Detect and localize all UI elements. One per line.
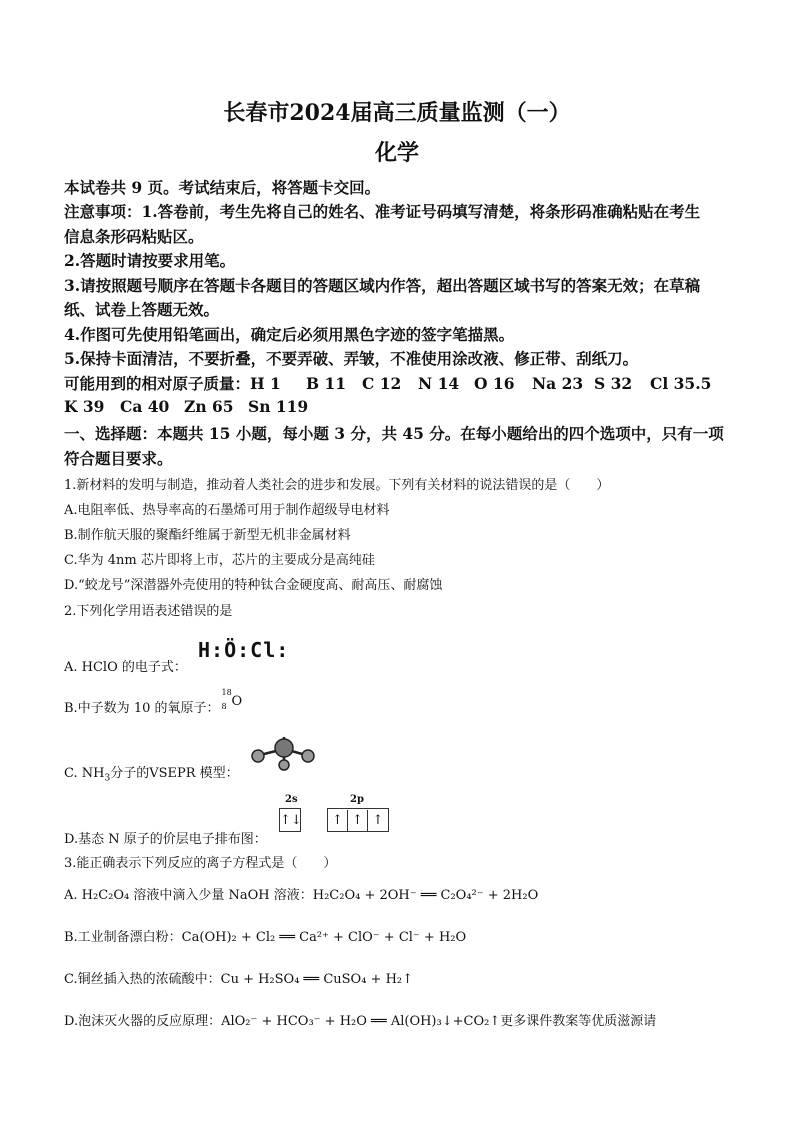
question-3-option-a: A. H₂C₂O₄ 溶液中滴入少量 NaOH 溶液：H₂C₂O₄ + 2OH⁻ ══ C₂O₄²⁻ + 2H₂O <box>64 888 539 903</box>
option-b-label: B.中子数为 10 的氧原子： <box>64 701 220 716</box>
instruction-line: 5.保持卡面清洁，不要折叠，不要弄破、弄皱，不准使用涂改液、修正带、刮纸刀。 <box>64 349 639 368</box>
atomic-mass-item: C 12 <box>362 374 402 393</box>
atomic-mass-row-1 <box>64 372 711 394</box>
nh3-vsepr-model <box>244 733 322 773</box>
orbital-2p-cell: ↑ <box>328 810 348 832</box>
question-3-option-d: D.泡沫灭火器的反应原理：AlO₂⁻ + HCO₃⁻ + H₂O ══ Al(OH)₃↓+CO₂↑更多课件教案等优质滋源请 <box>64 1014 657 1029</box>
question-3-option-c: C.铜丝插入热的浓硫酸中：Cu + H₂SO₄ ══ CuSO₄ + H₂↑ <box>64 972 414 987</box>
atomic-mass-item: Sn 119 <box>248 397 309 416</box>
instruction-line: 注意事项：1.答卷前，考生先将自己的姓名、准考证号码填写清楚，将条形码准确粘贴在考生 <box>64 202 701 221</box>
atomic-mass-item: B 11 <box>306 374 347 393</box>
question-3-stem: 3.能正确表示下列反应的离子方程式是（ ） <box>64 856 337 871</box>
exam-subject: 化学 <box>374 140 419 166</box>
question-2-stem: 2.下列化学用语表述错误的是 <box>64 604 233 619</box>
question-1-stem: 1.新材料的发明与制造，推动着人类社会的进步和发展。下列有关材料的说法错误的是（ ） <box>64 478 610 493</box>
orbital-2p-cell: ↑ <box>348 810 368 832</box>
section-heading: 符合题目要求。 <box>64 449 173 468</box>
orbital-2s-label: 2s <box>285 794 298 805</box>
question-3-option-b: B.工业制备漂白粉：Ca(OH)₂ + Cl₂ ══ Ca²⁺ + ClO⁻ + Cl⁻ + H₂O <box>64 930 467 945</box>
orbital-2s-box <box>279 808 301 832</box>
atomic-mass-item: Na 23 <box>532 374 584 393</box>
instruction-line: 本试卷共 9 页。考试结束后，将答题卡交回。 <box>64 178 381 197</box>
instruction-line: 纸、试卷上答题无效。 <box>64 300 220 319</box>
instruction-line: 2.答题时请按要求用笔。 <box>64 251 236 270</box>
instruction-line: 信息条形码粘贴区。 <box>64 227 204 246</box>
atomic-mass-label: 可能用到的相对原子质量： <box>64 374 251 393</box>
question-2-option-d: D.基态 N 原子的价层电子排布图： <box>64 832 267 847</box>
instruction-line: 3.请按照题号顺序在答题卡各题目的答题区域内作答，超出答题区域书写的答案无效；在草稿 <box>64 276 701 295</box>
nuclide-symbol: 18 8 O <box>221 688 243 711</box>
atomic-mass-item: Zn 65 <box>184 397 234 416</box>
question-2-option-c: C. $NH_3$分子的VSEPR 模型： <box>64 766 239 784</box>
atomic-mass-row-2 <box>64 397 308 416</box>
atomic-mass-item: H 1 <box>250 374 281 393</box>
exam-title: 长春市2024届高三质量监测（一） <box>223 100 571 126</box>
atomic-mass-item: O 16 <box>474 374 515 393</box>
orbital-2p-cell: ↑ <box>372 813 384 828</box>
atomic-mass-item: N 14 <box>418 374 460 393</box>
question-1-option-a: A.电阻率低、热导率高的石墨烯可用于制作超级导电材料 <box>64 503 390 518</box>
orbital-2s-cell: ↑↓ <box>280 813 302 828</box>
question-1-option-c: C.华为 4nm 芯片即将上市，芯片的主要成分是高纯硅 <box>64 553 375 568</box>
orbital-2p-label: 2p <box>350 794 364 805</box>
question-2-option-a <box>64 656 187 675</box>
section-heading: 一、选择题：本题共 15 小题，每小题 3 分，共 45 分。在每小题给出的四个选项中，只有一项 <box>64 424 724 443</box>
instruction-line: 4.作图可先使用铅笔画出，确定后必须用黑色字迹的签字笔描黑。 <box>64 325 515 344</box>
atomic-mass-item: Ca 40 <box>120 397 170 416</box>
question-2-option-b <box>64 688 246 716</box>
question-1-option-d: D.“蛟龙号”深潜器外壳使用的特种钛合金硬度高、耐高压、耐腐蚀 <box>64 578 443 593</box>
question-1-option-b: B.制作航天服的聚酯纤维属于新型无机非金属材料 <box>64 528 351 543</box>
option-a-label: A. HClO 的电子式： <box>64 660 187 675</box>
atomic-mass-item: K 39 <box>64 397 105 416</box>
atomic-mass-item: S 32 <box>594 374 633 393</box>
orbital-2p-box <box>327 808 389 832</box>
hclo-electron-formula: H:Ö:Cl: <box>198 638 290 662</box>
atomic-mass-item: Cl 35.5 <box>650 374 712 393</box>
